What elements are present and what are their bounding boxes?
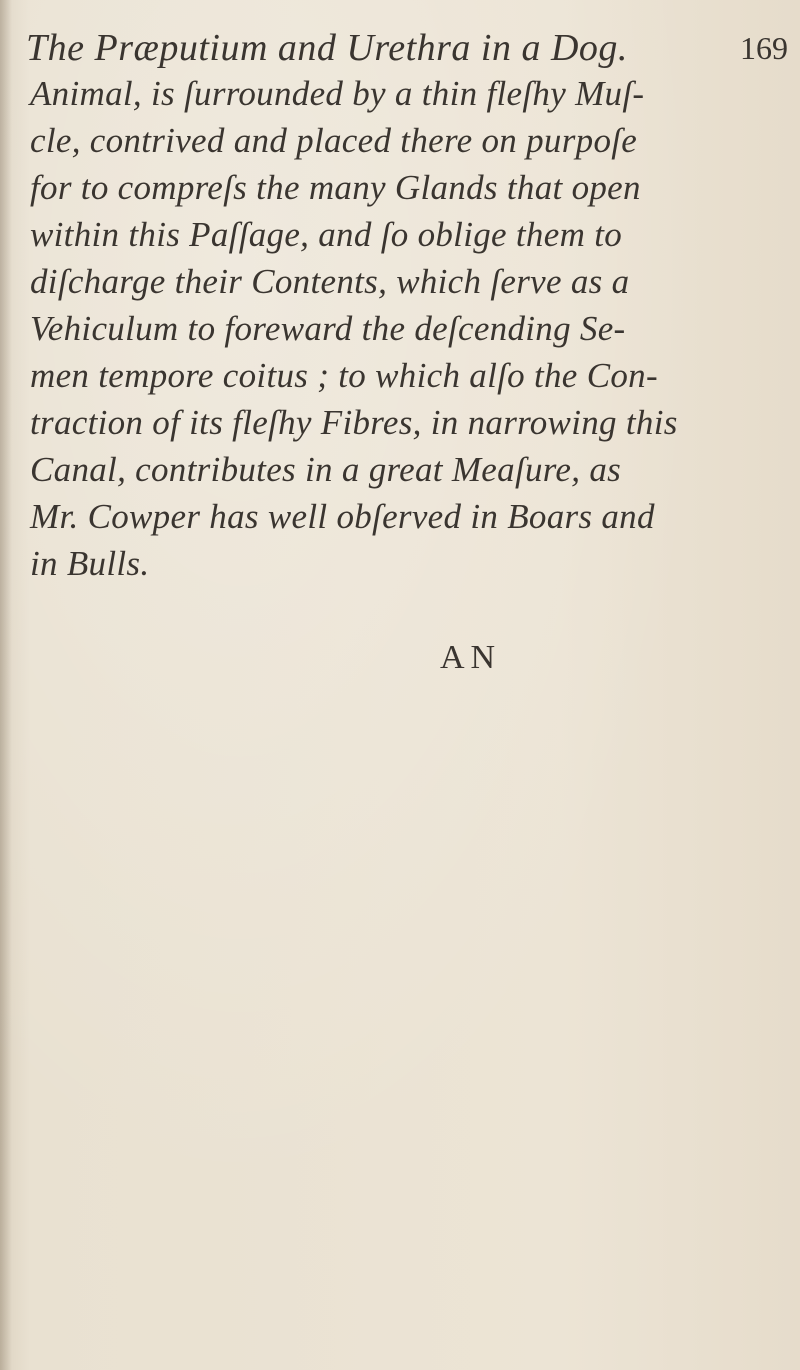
text-line: traction of its fleſhy Fibres, in narrowing this — [30, 403, 678, 442]
text-line: Mr. Cowper has well obſerved in Boars and — [30, 497, 655, 536]
running-title: The Præputium and Urethra in a Dog. — [26, 27, 628, 69]
text-line: Canal, contributes in a great Meaſure, as — [30, 450, 622, 489]
text-line: men tempore coitus ; to which alſo the Con- — [30, 356, 658, 395]
text-line: Animal, is ſurrounded by a thin fleſhy Muſ- — [30, 74, 645, 113]
catchword: AN — [440, 639, 502, 676]
page-gutter-shadow — [0, 0, 12, 1370]
text-line: diſcharge their Contents, which ſerve as a — [30, 262, 630, 301]
text-line: for to compreſs the many Glands that open — [30, 168, 641, 207]
text-line: cle, contrived and placed there on purpoſe — [30, 121, 638, 160]
body-text — [30, 70, 780, 587]
text-line: in Bulls. — [30, 544, 150, 583]
text-line: within this Paſſage, and ſo oblige them to — [30, 215, 623, 254]
page-number: 169 — [740, 30, 788, 66]
text-line: Vehiculum to foreward the deſcending Se- — [30, 309, 626, 348]
